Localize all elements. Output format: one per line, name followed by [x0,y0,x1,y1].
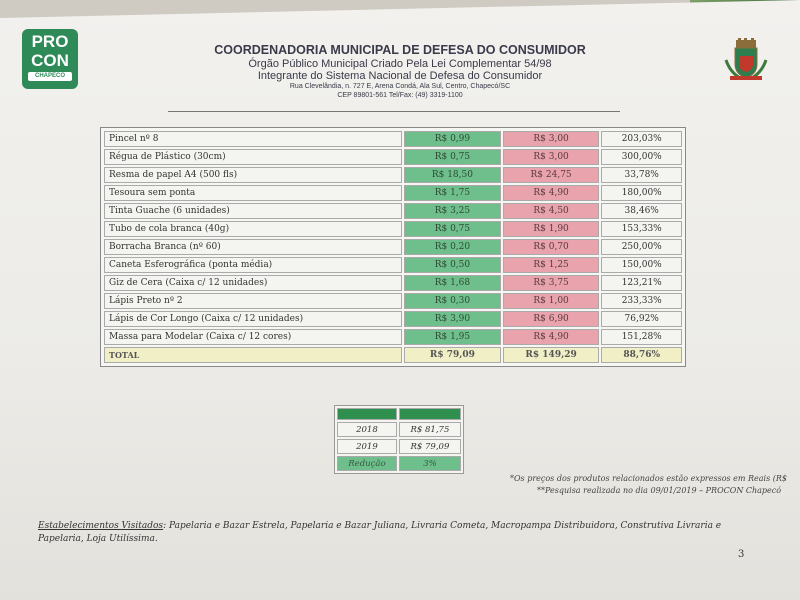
logo-line-3: CHAPECÓ [28,72,72,81]
price-change-percent: 123,21% [601,275,682,291]
price-change-percent: 76,92% [601,311,682,327]
product-name: Lápis Preto nº 2 [104,293,402,309]
price-change-percent: 250,00% [601,239,682,255]
total-label: TOTAL [104,347,402,363]
document-header [160,43,640,100]
header-address: Rua Clevelândia, n. 727 E, Arena Condá, Ala Sul, Centro, Chapecó/SC [289,83,511,90]
summary-table [334,405,464,474]
product-row [104,221,682,237]
price-2019: R$ 1,25 [503,257,600,273]
header-divider [168,111,620,112]
summary-row [337,422,461,437]
price-2019: R$ 3,00 [503,149,600,165]
establishments-visited [38,520,758,546]
price-2019: R$ 1,90 [503,221,600,237]
product-name: Massa para Modelar (Caixa c/ 12 cores) [104,329,402,345]
product-name: Tubo de cola branca (40g) [104,221,402,237]
price-2018: R$ 0,50 [404,257,501,273]
price-2018: R$ 3,90 [404,311,501,327]
product-row [104,203,682,219]
product-name: Régua de Plástico (30cm) [104,149,402,165]
price-2019: R$ 3,75 [503,275,600,291]
price-change-percent: 180,00% [601,185,682,201]
price-2018: R$ 1,75 [404,185,501,201]
summary-value: R$ 81,75 [399,422,461,437]
summary-year: 2018 [337,422,397,437]
price-2018: R$ 0,99 [404,131,501,147]
establishments-label: Estabelecimentos Visitados [38,521,164,531]
price-2018: R$ 1,68 [404,275,501,291]
price-change-percent: 33,78% [601,167,682,183]
price-2018: R$ 0,75 [404,221,501,237]
price-change-percent: 38,46% [601,203,682,219]
product-row [104,185,682,201]
establishments-list: : Papelaria e Bazar Estrela, Papelaria e Bazar Juliana, Livraria Cometa, Macropampa Distribuidora, Construtiva Livraria e Papelaria, Loja Utilíssima. [38,521,722,544]
logo-line-2: CON [31,51,69,70]
price-change-percent: 153,33% [601,221,682,237]
header-contact: CEP 89801-561 Tel/Fax: (49) 3319-1100 [337,92,463,99]
price-change-percent: 151,28% [601,329,682,345]
product-row [104,131,682,147]
summary-row [337,439,461,454]
product-name: Pincel nº 8 [104,131,402,147]
total-2018: R$ 79,09 [404,347,501,363]
price-2018: R$ 18,50 [404,167,501,183]
summary-header-cell [337,408,397,420]
price-change-percent: 300,00% [601,149,682,165]
municipal-crest-icon [724,38,768,82]
reduction-label: Redução [337,456,397,471]
price-2019: R$ 0,70 [503,239,600,255]
total-row [104,347,682,363]
price-table [100,127,686,367]
product-name: Resma de papel A4 (500 fls) [104,167,402,183]
price-2019: R$ 4,50 [503,203,600,219]
price-2018: R$ 0,30 [404,293,501,309]
summary-header-cell [399,408,461,420]
reduction-value: 3% [399,456,461,471]
product-name: Caneta Esferográfica (ponta média) [104,257,402,273]
total-percent: 88,76% [601,347,682,363]
price-2019: R$ 6,90 [503,311,600,327]
summary-value: R$ 79,09 [399,439,461,454]
product-row [104,167,682,183]
price-2019: R$ 4,90 [503,329,600,345]
product-row [104,329,682,345]
product-name: Lápis de Cor Longo (Caixa c/ 12 unidades) [104,311,402,327]
summary-year: 2019 [337,439,397,454]
price-2018: R$ 0,20 [404,239,501,255]
summary-reduction-row [337,456,461,471]
product-row [104,149,682,165]
product-row [104,275,682,291]
price-2019: R$ 24,75 [503,167,600,183]
product-row [104,257,682,273]
product-name: Giz de Cera (Caixa c/ 12 unidades) [104,275,402,291]
product-name: Tinta Guache (6 unidades) [104,203,402,219]
product-row [104,293,682,309]
currency-note: *Os preços dos produtos relacionados estão expressos em Reais (R$ [510,474,787,483]
header-title: COORDENADORIA MUNICIPAL DE DEFESA DO CONSUMIDOR [214,43,586,57]
summary-header-row [337,408,461,420]
price-change-percent: 233,33% [601,293,682,309]
header-subtitle-2: Integrante do Sistema Nacional de Defesa do Consumidor [257,70,543,82]
product-name: Borracha Branca (nº 60) [104,239,402,255]
product-name: Tesoura sem ponta [104,185,402,201]
price-2018: R$ 1,95 [404,329,501,345]
procon-logo [22,29,78,89]
price-change-percent: 203,03% [601,131,682,147]
price-2019: R$ 4,90 [503,185,600,201]
page-number: 3 [738,549,745,560]
price-2019: R$ 3,00 [503,131,600,147]
header-subtitle-1: Órgão Público Municipal Criado Pela Lei Complementar 54/98 [248,58,552,70]
logo-line-1: PRO [31,32,69,51]
product-row [104,239,682,255]
price-2018: R$ 3,25 [404,203,501,219]
price-2019: R$ 1,00 [503,293,600,309]
price-2018: R$ 0,75 [404,149,501,165]
product-row [104,311,682,327]
research-date-note: **Pesquisa realizada no dia 09/01/2019 – PROCON Chapecó [537,486,782,495]
price-change-percent: 150,00% [601,257,682,273]
total-2019: R$ 149,29 [503,347,600,363]
